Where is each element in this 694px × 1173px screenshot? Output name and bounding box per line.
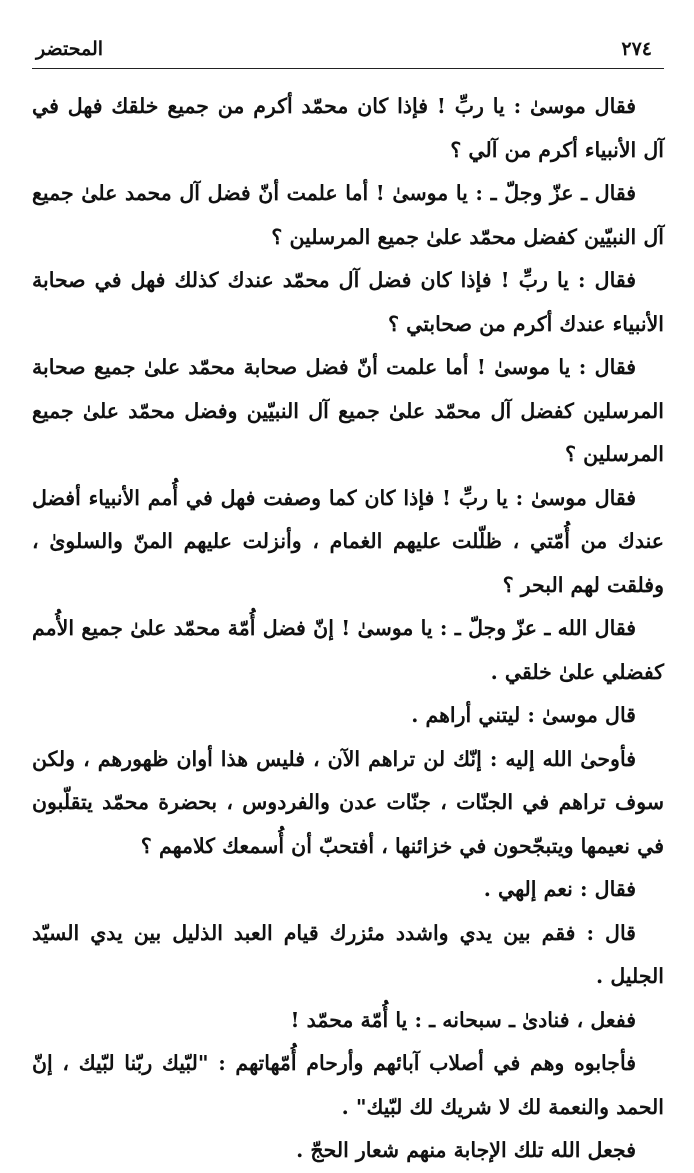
running-title: المحتضر [36,38,104,60]
paragraph: فقال الله ـ عزّ وجلّ ـ : يا موسىٰ ! إنّ فضل أُمّة محمّد علىٰ جميع الأُمم كفضلي علىٰ خلقي . [32,616,664,684]
paragraph: فقال : يا موسىٰ ! أما علمت أنّ فضل صحابة محمّد علىٰ جميع صحابة المرسلين كفضل آل محمّد علىٰ جميع آل النبيّين وفضل محمّد علىٰ جميع المرسلين ؟ [32,355,664,466]
paragraph: قال : فقم بين يدي واشدد مئزرك قيام العبد الذليل بين يدي السيّد الجليل . [32,920,664,988]
paragraph: فقال موسىٰ : يا ربِّ ! فإذا كان كما وصفت فهل في أُمم الأنبياء أفضل عندك من أُمّتي ، ظلّلت عليهم الغمام ، وأنزلت عليهم المنّ والسلوىٰ ، وفلقت لهم البحر ؟ [32,485,664,597]
paragraph: فقال موسىٰ : يا ربِّ ! فإذا كان محمّد أكرم من جميع خلقك فهل في آل الأنبياء أكرم من آلي ؟ [32,94,664,162]
body-text [32,85,664,1173]
paragraph: فأجابوه وهم في أصلاب آبائهم وأرحام أُمّهاتهم : "لبّيك ربّنا لبّيك ، إنّ الحمد والنعمة لك لا شريك لك لبّيك" . [32,1051,664,1119]
page-header [32,30,664,69]
paragraph: فأوحىٰ الله إليه : إنّك لن تراهم الآن ، فليس هذا أوان ظهورهم ، ولكن سوف تراهم في الجنّات ، جنّات عدن والفردوس ، بحضرة محمّد يتقلّبون في نعيمها ويتبجّحون في خزائنها ، أفتحبّ أن أُسمعك كلامهم ؟ [32,746,664,858]
paragraph: فقال : يا ربِّ ! فإذا كان فضل آل محمّد عندك كذلك فهل في صحابة الأنبياء عندك أكرم من صحابتي ؟ [32,268,664,336]
page-number: ٢٧٤ [621,38,652,60]
paragraph: فقال : نعم إلهي . [483,877,636,901]
book-page [32,30,664,1173]
paragraph: ففعل ، فنادىٰ ـ سبحانه ـ : يا أُمّة محمّد ! [290,1007,636,1032]
paragraph: فجعل الله تلك الإجابة منهم شعار الحجّ . [296,1138,636,1162]
paragraph: فقال ـ عزّ وجلّ ـ : يا موسىٰ ! أما علمت أنّ فضل آل محمد علىٰ جميع آل النبيّين كفضل محمّد علىٰ جميع المرسلين ؟ [32,181,664,249]
paragraph: قال موسىٰ : ليتني أراهم . [411,703,636,727]
